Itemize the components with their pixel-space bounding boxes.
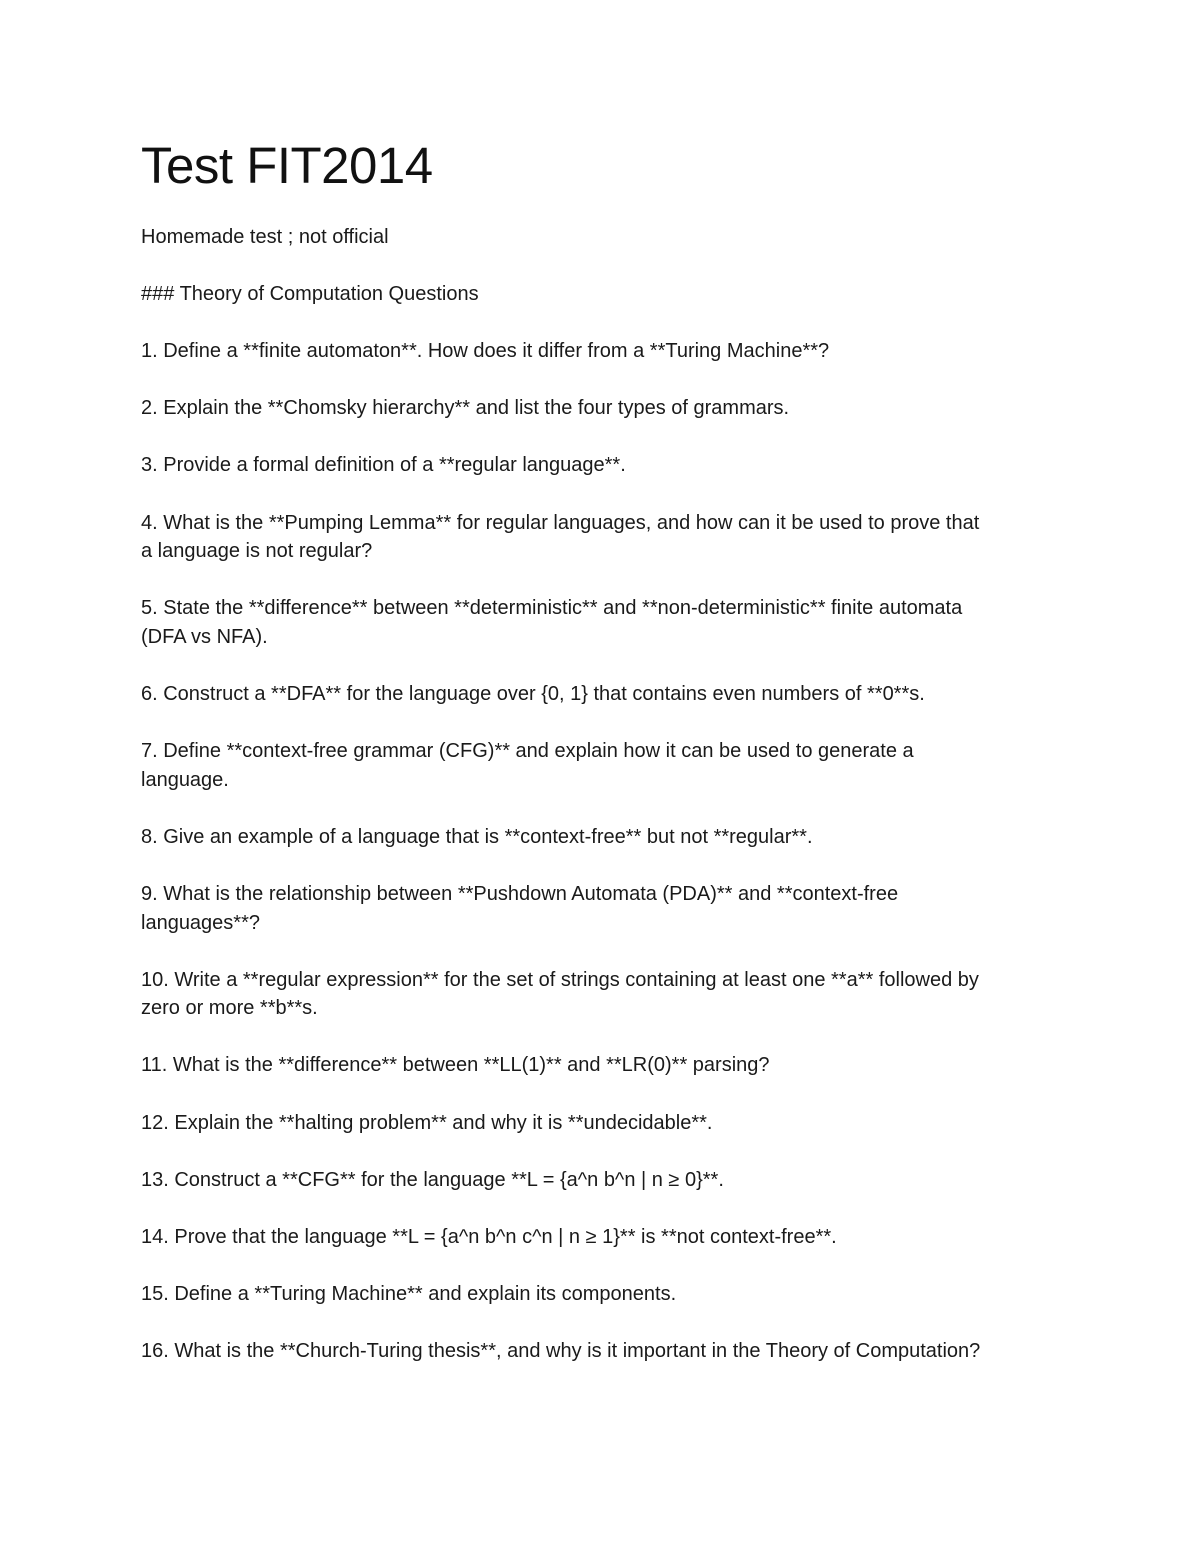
question-text-line: 7. Define **context-free grammar (CFG)** and explain how it can be used to generate a	[141, 740, 914, 763]
question-text-line: language.	[141, 768, 229, 791]
question-item	[141, 880, 1061, 937]
question-item	[141, 1223, 1061, 1252]
question-text-line: 10. Write a **regular expression** for the set of strings containing at least one **a** followed by	[141, 968, 979, 991]
question-text-line: 5. State the **difference** between **deterministic** and **non-deterministic** finite automata	[141, 597, 963, 620]
question-list	[141, 337, 1061, 1366]
question-item	[141, 1109, 1061, 1138]
question-text-line: zero or more **b**s.	[141, 997, 318, 1020]
question-item	[141, 451, 1061, 480]
question-item	[141, 509, 1061, 566]
question-text-line: 3. Provide a formal definition of a **regular language**.	[141, 454, 626, 477]
question-text-line: 14. Prove that the language **L = {a^n b^n c^n | n ≥ 1}** is **not context-free**.	[141, 1225, 837, 1248]
question-text-line: 13. Construct a **CFG** for the language **L = {a^n b^n | n ≥ 0}**.	[141, 1168, 724, 1191]
question-text-line: 8. Give an example of a language that is **context-free** but not **regular**.	[141, 825, 813, 848]
question-text-line: 4. What is the **Pumping Lemma** for regular languages, and how can it be used to prove that	[141, 511, 980, 534]
question-text-line: 6. Construct a **DFA** for the language over {0, 1} that contains even numbers of **0**s.	[141, 682, 925, 705]
question-item	[141, 680, 1061, 709]
question-item	[141, 1280, 1061, 1309]
document-title: Test FIT2014	[141, 137, 433, 194]
question-item	[141, 394, 1061, 423]
question-text-line: 15. Define a **Turing Machine** and explain its components.	[141, 1283, 677, 1306]
question-text-line: (DFA vs NFA).	[141, 625, 268, 648]
section-heading: ### Theory of Computation Questions	[141, 283, 479, 305]
question-text-line: languages**?	[141, 911, 260, 934]
question-item	[141, 1337, 1061, 1366]
question-text-line: 12. Explain the **halting problem** and why it is **undecidable**.	[141, 1111, 713, 1134]
question-item	[141, 966, 1061, 1023]
question-item	[141, 594, 1061, 651]
document-page	[141, 137, 1061, 1395]
question-item	[141, 1051, 1061, 1080]
question-text-line: a language is not regular?	[141, 540, 373, 563]
question-text-line: 11. What is the **difference** between **LL(1)** and **LR(0)** parsing?	[141, 1054, 770, 1077]
document-subtitle: Homemade test ; not official	[141, 226, 389, 248]
question-item	[141, 737, 1061, 794]
question-item	[141, 823, 1061, 852]
question-text-line: 1. Define a **finite automaton**. How does it differ from a **Turing Machine**?	[141, 340, 830, 362]
question-text-line: 16. What is the **Church-Turing thesis**, and why is it important in the Theory of Computation?	[141, 1340, 981, 1363]
question-item	[141, 1166, 1061, 1195]
question-text-line: 2. Explain the **Chomsky hierarchy** and list the four types of grammars.	[141, 397, 790, 420]
question-text-line: 9. What is the relationship between **Pushdown Automata (PDA)** and **context-free	[141, 883, 899, 905]
question-item	[141, 337, 1061, 366]
